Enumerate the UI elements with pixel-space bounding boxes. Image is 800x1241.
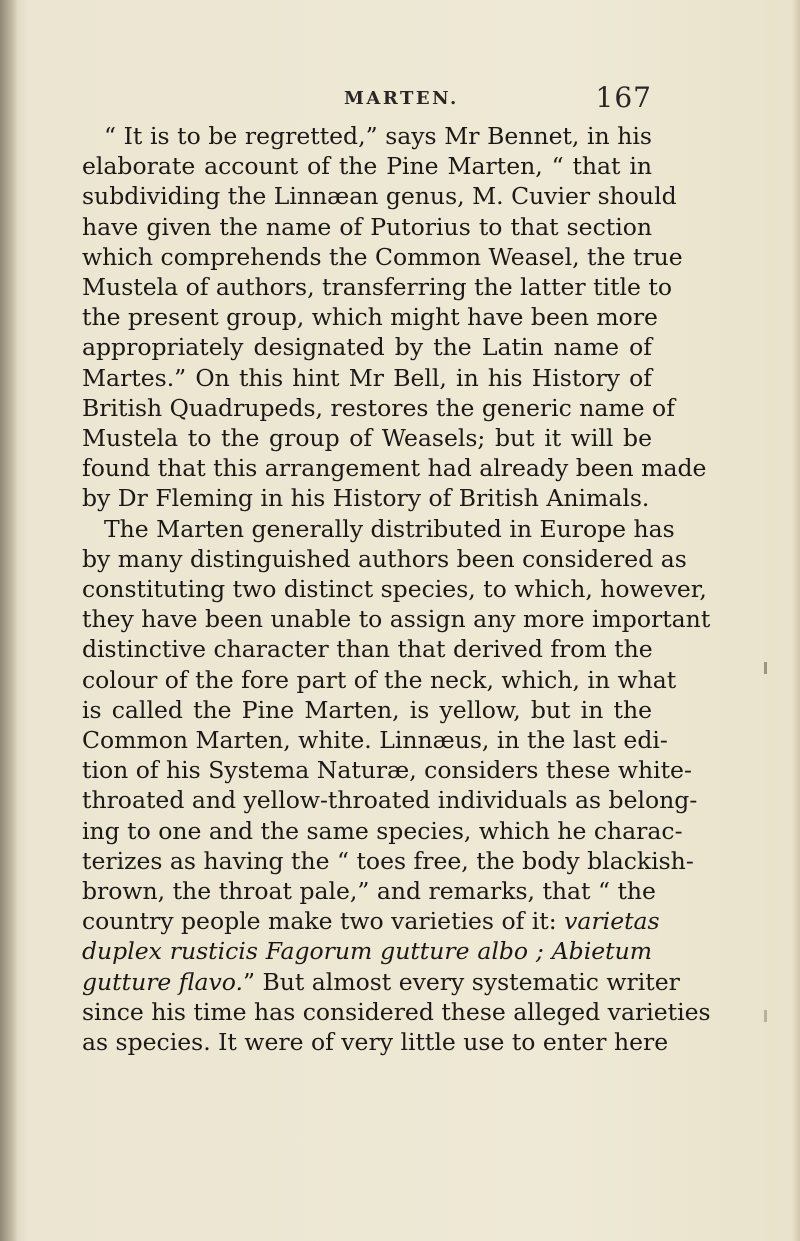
text-line: ing to one and the same species, which he charac- [82,816,683,845]
text-line: they have been unable to assign any more important [82,605,711,634]
text-line-mixed [82,906,660,936]
italic-segment: gutture flavo. [82,967,243,996]
text-line: throated and yellow-throated individuals as belong- [82,786,698,815]
text-line: The Marten generally distributed in Europe has [104,514,675,543]
text-segment: country people make two varieties of it: [82,907,557,936]
text-line: Mustela of authors, transferring the latter title to [82,273,673,302]
text-line: distinctive character than that derived from the [82,635,653,664]
text-line-italic: duplex rusticis Fagorum gutture albo ; Abietum [82,937,652,966]
text-line: “ It is to be regretted,” says Mr Bennet, in his [104,122,652,150]
text-line: by many distinguished authors been considered as [82,544,687,573]
body-text [82,121,711,1057]
text-line: British Quadrupeds, restores the generic name of [82,393,675,422]
text-line: have given the name of Putorius to that section [82,212,652,241]
text-line: the present group, which might have been more [82,303,658,332]
text-line: terizes as having the “ toes free, the body blackish- [82,846,694,875]
page-edge-shadow [792,0,800,1241]
page-binding-shadow [0,0,18,1241]
text-line-mixed [82,967,680,997]
text-line: appropriately designated by the Latin name of [82,333,652,362]
text-line: is called the Pine Marten, is yellow, but in the [82,695,652,724]
text-line: by Dr Fleming in his History of British Animals. [82,484,650,513]
text-line: found that this arrangement had already been made [82,454,707,483]
text-line: which comprehends the Common Weasel, the true [82,242,683,271]
text-line: tion of his Systema Naturæ, considers these white- [82,756,692,785]
running-title: MARTEN. [344,88,459,109]
text-segment: ” But almost every systematic writer [242,967,680,996]
paper-mark [764,662,767,674]
text-line: brown, the throat pale,” and remarks, that “ the [82,877,656,906]
text-line: constituting two distinct species, to which, however, [82,575,707,604]
page-header [82,83,652,119]
text-line: subdividing the Linnæan genus, M. Cuvier should [82,182,677,211]
text-line: Common Marten, white. Linnæus, in the last edi- [82,726,668,755]
text-line: Mustela to the group of Weasels; but it will be [82,424,652,453]
text-line: colour of the fore part of the neck, which, in what [82,665,677,694]
italic-segment: varietas [564,907,660,936]
text-line: since his time has considered these alleged varieties [82,997,711,1026]
text-line: elaborate account of the Pine Marten, “ that in [82,152,652,181]
text-line: Martes.” On this hint Mr Bell, in his History of [82,363,652,392]
paper-mark [764,1010,767,1022]
text-line: as species. It were of very little use to enter here [82,1028,669,1057]
page-number: 167 [595,81,652,114]
